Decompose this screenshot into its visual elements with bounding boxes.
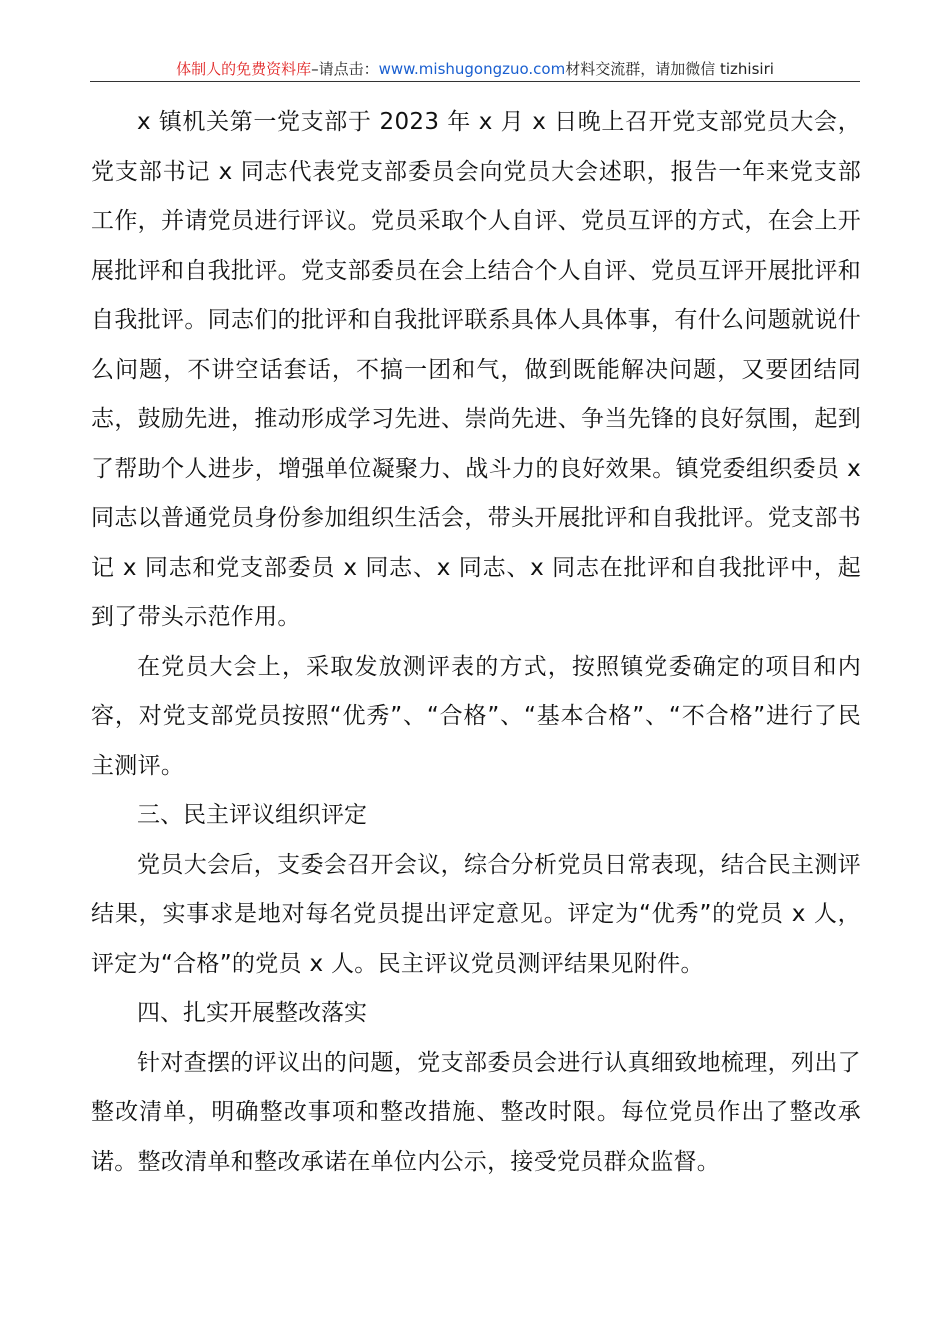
header-tail: 材料交流群，请加微信 tizhisiri bbox=[565, 60, 774, 78]
header-brand: 体制人的免费资料库 bbox=[176, 60, 312, 78]
paragraph-meeting: x 镇机关第一党支部于 2023 年 x 月 x 日晚上召开党支部党员大会，党支部书记 x 同志代表党支部委员会向党员大会述职，报告一年来党支部工作，并请党员进行评议。党员采取个人自评、党员互评的方式，在会上开展批评和自我批评。党支部委员在会上结合个人自评、党员互评开展批评和自我批评。同志们的批评和自我批评联系具体人具体事，有什么问题就说什么问题，不讲空话套话，不搞一团和气，做到既能解决问题，又要团结同志，鼓励先进，推动形成学习先进、崇尚先进、争当先锋的良好氛围，起到了帮助个人进步，增强单位凝聚力、战斗力的良好效果。镇党委组织委员 x 同志以普通党员身份参加组织生活会，带头开展批评和自我批评。党支部书记 x 同志和党支部委员 x 同志、x 同志、x 同志在批评和自我批评中，起到了带头示范作用。 bbox=[91, 109, 861, 630]
document-body bbox=[91, 98, 861, 1187]
header-separator: –请点击： bbox=[311, 60, 379, 78]
header-url-link[interactable]: www.mishugongzuo.com bbox=[378, 60, 566, 78]
page-header bbox=[90, 58, 860, 82]
paragraph-rectification: 针对查摆的评议出的问题，党支部委员会进行认真细致地梳理，列出了整改清单，明确整改事项和整改措施、整改时限。每位党员作出了整改承诺。整改清单和整改承诺在单位内公示，接受党员群众监督。 bbox=[91, 1049, 861, 1175]
section-heading-4: 四、扎实开展整改落实 bbox=[137, 1000, 367, 1026]
paragraph-assessment: 党员大会后，支委会召开会议，综合分析党员日常表现，结合民主测评结果，实事求是地对每名党员提出评定意见。评定为“优秀”的党员 x 人，评定为“合格”的党员 x 人。民主评议党员测评结果见附件。 bbox=[91, 851, 861, 977]
paragraph-evaluation: 在党员大会上，采取发放测评表的方式，按照镇党委确定的项目和内容，对党支部党员按照“优秀”、“合格”、“基本合格”、“不合格”进行了民主测评。 bbox=[91, 653, 861, 779]
section-heading-3: 三、民主评议组织评定 bbox=[137, 802, 367, 828]
